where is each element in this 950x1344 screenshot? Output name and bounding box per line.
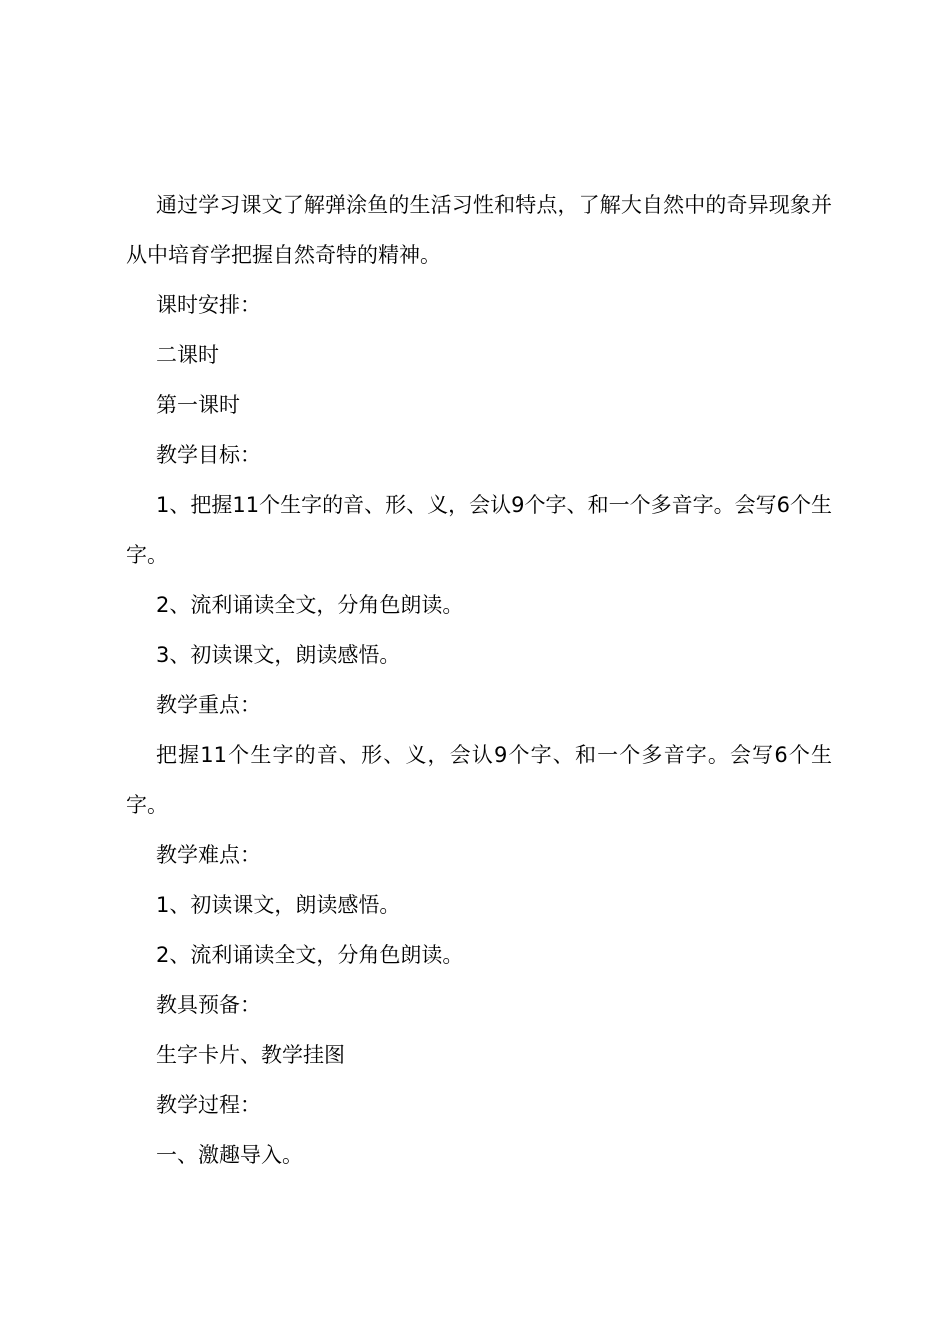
heading-teaching-goals: 教学目标：	[156, 443, 261, 467]
heading-first-lesson: 第一课时	[156, 393, 240, 417]
document-body	[126, 180, 832, 1180]
goal-item-1: 1、把握11个生字的音、形、义，会认9个字、和一个多音字。会写6个生字。	[126, 493, 832, 567]
heading-teaching-process: 教学过程：	[156, 1093, 261, 1117]
goal-item-2: 2、流利诵读全文，分角色朗读。	[156, 593, 464, 617]
difficulty-item-2: 2、流利诵读全文，分角色朗读。	[156, 943, 464, 967]
paragraph-objective-summary: 通过学习课文了解弹涂鱼的生活习性和特点，了解大自然中的奇异现象并从中培育学把握自然奇特的精神。	[126, 193, 832, 267]
heading-difficulties: 教学难点：	[156, 843, 261, 867]
teaching-aids-text: 生字卡片、教学挂图	[156, 1043, 345, 1067]
key-point-text: 把握11个生字的音、形、义，会认9个字、和一个多音字。会写6个生字。	[126, 743, 832, 817]
heading-teaching-aids: 教具预备：	[156, 993, 261, 1017]
difficulty-item-1: 1、初读课文，朗读感悟。	[156, 893, 401, 917]
goal-item-3: 3、初读课文，朗读感悟。	[156, 643, 401, 667]
process-step-1: 一、激趣导入。	[156, 1143, 303, 1167]
heading-key-points: 教学重点：	[156, 693, 261, 717]
paragraph-schedule-value: 二课时	[156, 343, 219, 367]
heading-schedule: 课时安排：	[156, 293, 261, 317]
